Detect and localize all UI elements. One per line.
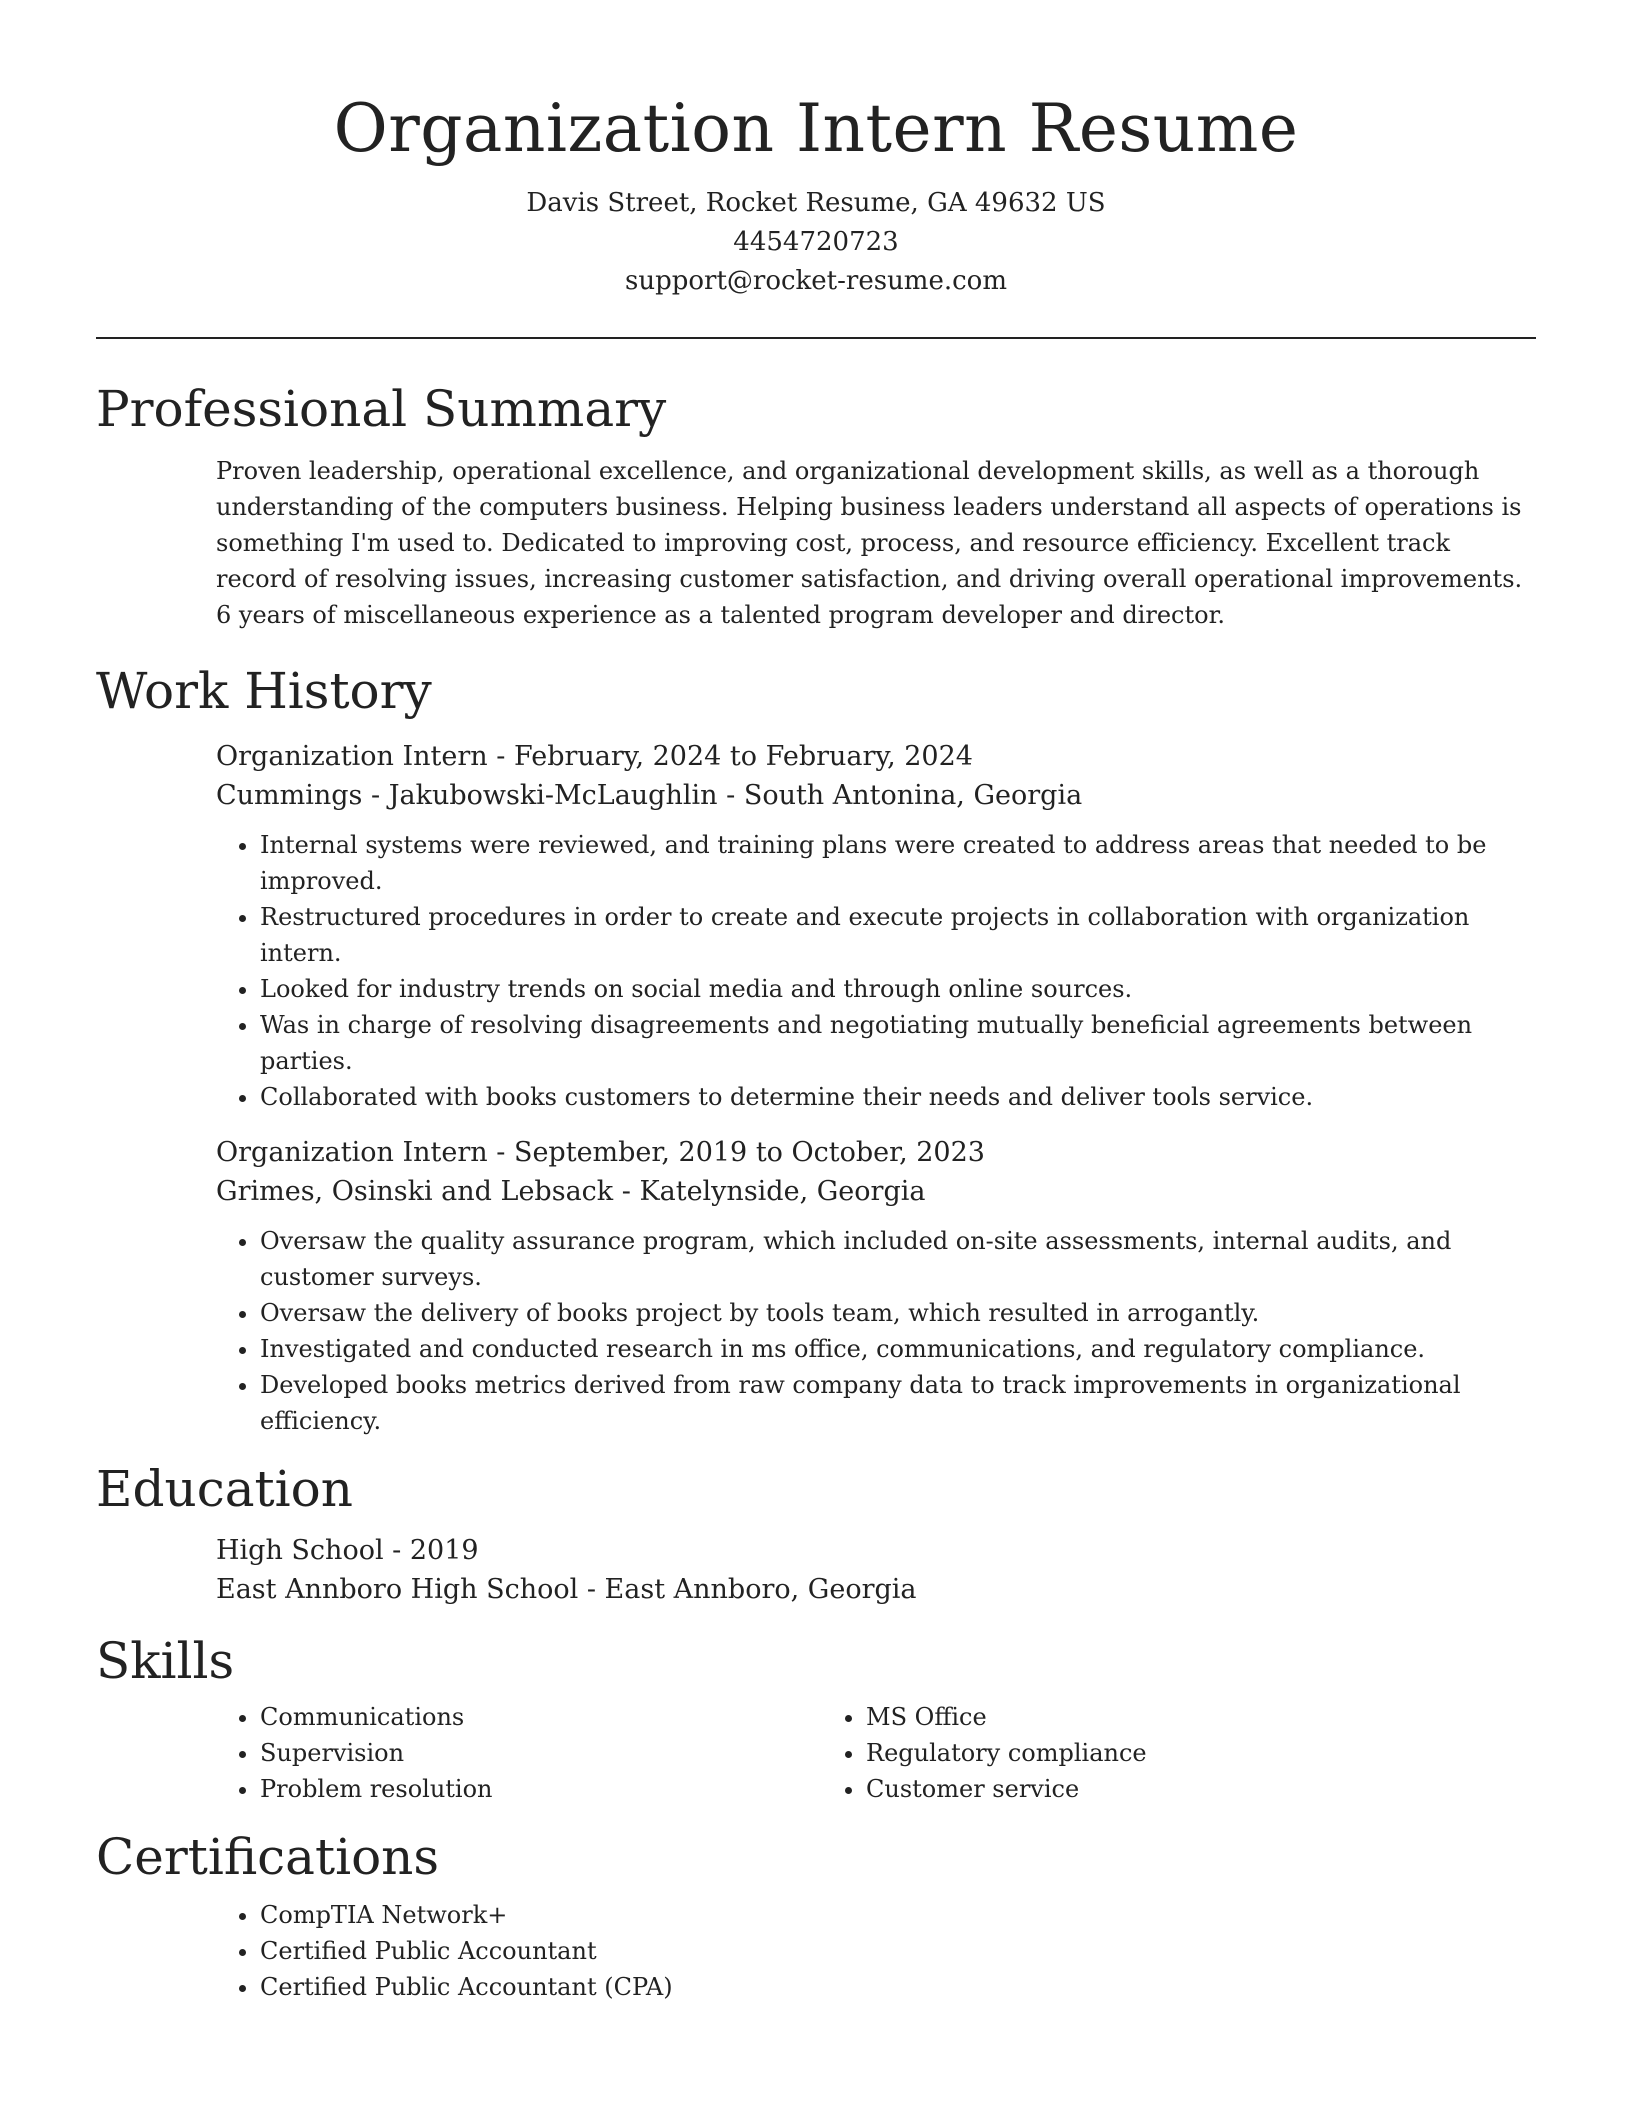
phone: 4454720723 bbox=[733, 227, 899, 257]
education-degree-line bbox=[216, 1531, 1536, 1570]
education-school: East Annboro High School bbox=[216, 1574, 579, 1605]
list-item: • Restructured procedures in order to create and execute projects in collaboration with organization intern. bbox=[260, 899, 1536, 971]
education-degree: High School bbox=[216, 1535, 384, 1566]
skills-column-left bbox=[216, 1699, 822, 1807]
skills-heading: Skills bbox=[96, 1632, 235, 1690]
skill-item: • MS Office bbox=[866, 1699, 1428, 1735]
list-item: • Was in charge of resolving disagreements and negotiating mutually beneficial agreements between parties. bbox=[260, 1007, 1536, 1079]
job-title-line bbox=[216, 737, 1536, 776]
skill-item: • Customer service bbox=[866, 1771, 1428, 1807]
job-company: Grimes, Osinski and Lebsack bbox=[216, 1176, 614, 1207]
job-location: - Katelynside, Georgia bbox=[613, 1176, 926, 1207]
job-bullets bbox=[216, 1223, 1536, 1439]
contact-block bbox=[96, 184, 1536, 301]
summary-heading: Professional Summary bbox=[96, 380, 667, 438]
job-company-line bbox=[216, 776, 1536, 815]
job-entry bbox=[216, 737, 1536, 1115]
skill-item: • Communications bbox=[260, 1699, 822, 1735]
certifications-bullets bbox=[216, 1897, 1536, 2005]
list-item: • Oversaw the quality assurance program, which included on-site assessments, internal audits, and customer surveys. bbox=[260, 1223, 1536, 1295]
list-item: • Oversaw the delivery of books project by tools team, which resulted in arrogantly. bbox=[260, 1295, 1536, 1331]
skill-item: • Regulatory compliance bbox=[866, 1735, 1428, 1771]
certifications-heading: Certifications bbox=[96, 1828, 440, 1886]
job-entry bbox=[216, 1133, 1536, 1439]
certification-item: • Certified Public Accountant (CPA) bbox=[260, 1969, 1536, 2005]
header-divider bbox=[96, 337, 1536, 339]
skills-grid bbox=[216, 1699, 1536, 1807]
job-role: Organization Intern bbox=[216, 1137, 488, 1168]
address: Davis Street, Rocket Resume, GA 49632 US bbox=[526, 188, 1106, 218]
list-item: • Looked for industry trends on social media and through online sources. bbox=[260, 971, 1536, 1007]
job-company-line bbox=[216, 1172, 1536, 1211]
list-item: • Internal systems were reviewed, and training plans were created to address areas that needed to be improved. bbox=[260, 827, 1536, 899]
education-entry bbox=[216, 1531, 1536, 1609]
email: support@rocket-resume.com bbox=[624, 266, 1007, 296]
resume-header bbox=[96, 0, 1536, 301]
job-dates: - September, 2019 to October, 2023 bbox=[487, 1137, 985, 1168]
job-bullets bbox=[216, 827, 1536, 1115]
job-location: - South Antonina, Georgia bbox=[717, 780, 1083, 811]
certification-item: • Certified Public Accountant bbox=[260, 1933, 1536, 1969]
certification-item: • CompTIA Network+ bbox=[260, 1897, 1536, 1933]
list-item: • Developed books metrics derived from raw company data to track improvements in organizational efficiency. bbox=[260, 1367, 1536, 1439]
education-year: - 2019 bbox=[383, 1535, 479, 1566]
job-title-line bbox=[216, 1133, 1536, 1172]
education-location: - East Annboro, Georgia bbox=[578, 1574, 917, 1605]
resume-title: Organization Intern Resume bbox=[333, 90, 1299, 167]
work-history-heading: Work History bbox=[96, 662, 432, 720]
certifications-list bbox=[216, 1897, 1536, 2005]
resume-page bbox=[96, 0, 1536, 2005]
job-role: Organization Intern bbox=[216, 741, 488, 772]
education-heading: Education bbox=[96, 1460, 353, 1518]
skill-item: • Supervision bbox=[260, 1735, 822, 1771]
list-item: • Collaborated with books customers to determine their needs and deliver tools service. bbox=[260, 1079, 1536, 1115]
job-dates: - February, 2024 to February, 2024 bbox=[487, 741, 973, 772]
skills-column-right bbox=[822, 1699, 1428, 1807]
job-company: Cummings - Jakubowski-McLaughlin bbox=[216, 780, 718, 811]
summary-text: Proven leadership, operational excellence, and organizational development skills, as well as a thorough understanding of the computers business. Helping business leaders understand all aspects of operations is something I'm used to. Dedicated to improving cost, process, and resource efficiency. Excellent track record of resolving issues, increasing customer satisfaction, and driving overall operational improvements. 6 years of miscellaneous experience as a talented program developer and director. bbox=[216, 457, 1523, 629]
skill-item: • Problem resolution bbox=[260, 1771, 822, 1807]
education-school-line bbox=[216, 1570, 1536, 1609]
list-item: • Investigated and conducted research in ms office, communications, and regulatory compliance. bbox=[260, 1331, 1536, 1367]
